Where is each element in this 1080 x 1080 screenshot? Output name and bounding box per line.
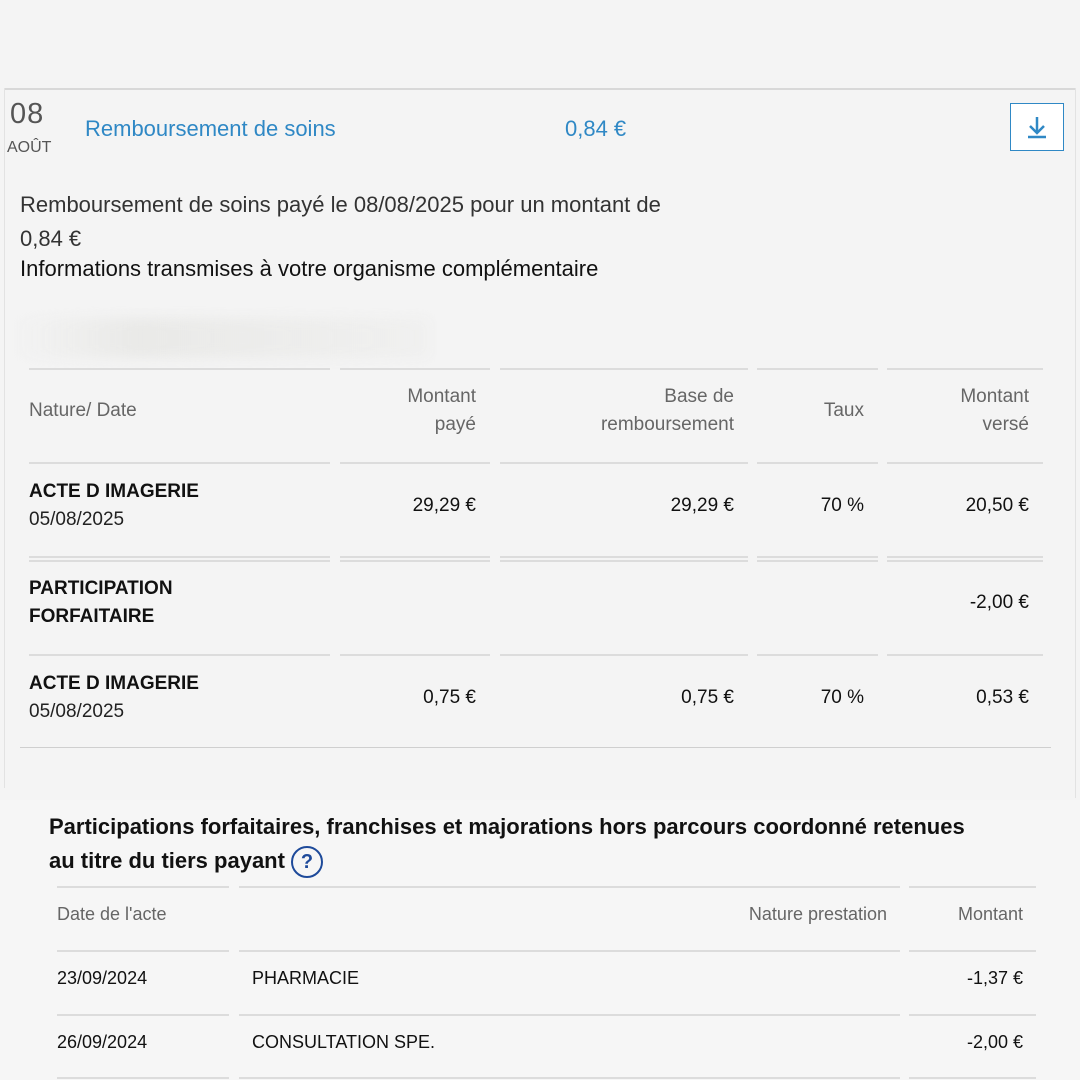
row-date: 05/08/2025	[29, 701, 125, 722]
header-montant: Montant	[957, 904, 1023, 924]
row-rule	[57, 1014, 229, 1016]
entry-amount: 0,84 €	[565, 116, 627, 141]
participations-title-line-1: Participations forfaitaires, franchises et majorations hors parcours coordonné retenues	[49, 814, 965, 839]
row-montant-paye: 0,75 €	[423, 687, 476, 708]
col-rule	[239, 886, 900, 888]
col-rule	[887, 368, 1043, 370]
row-date: 26/09/2024	[57, 1032, 148, 1052]
help-icon[interactable]: ?	[291, 846, 323, 878]
col-rule	[340, 368, 490, 370]
row-rule	[239, 1077, 900, 1079]
row-rule	[29, 654, 330, 656]
row-rule	[29, 560, 330, 562]
download-icon	[1025, 114, 1049, 140]
row-rule	[500, 654, 748, 656]
entry-month: AOÛT	[7, 139, 52, 156]
row-date: 05/08/2025	[29, 509, 125, 530]
row-rule	[29, 556, 330, 558]
col-rule	[57, 886, 229, 888]
card-left-border	[4, 88, 5, 788]
row-rule	[757, 462, 878, 464]
row-rule	[340, 560, 490, 562]
row-rule	[500, 462, 748, 464]
header-montant-paye-l2: payé	[434, 414, 476, 435]
row-nature-line-1: PARTICIPATION	[29, 578, 173, 599]
row-nature: ACTE D IMAGERIE	[29, 481, 199, 502]
row-nature: ACTE D IMAGERIE	[29, 673, 199, 694]
header-montant-verse-l2: versé	[982, 414, 1029, 435]
description-line-2: 0,84 €	[20, 226, 82, 251]
row-base: 0,75 €	[681, 687, 734, 708]
row-taux: 70 %	[820, 495, 864, 516]
row-rule	[340, 556, 490, 558]
row-montant-paye: 29,29 €	[412, 495, 476, 516]
participations-title	[49, 810, 1049, 878]
download-button[interactable]	[1010, 103, 1064, 151]
row-rule	[500, 560, 748, 562]
row-rule	[239, 950, 900, 952]
row-rule	[29, 462, 330, 464]
row-montant-verse: -2,00 €	[969, 592, 1029, 613]
row-nature: PHARMACIE	[252, 968, 360, 988]
header-base-l2: remboursement	[600, 414, 734, 435]
row-rule	[887, 462, 1043, 464]
entry-day: 08	[10, 98, 45, 130]
row-rule	[909, 1014, 1036, 1016]
row-rule	[887, 654, 1043, 656]
header-base	[500, 383, 734, 439]
participations-title-line-2-text: au titre du tiers payant	[49, 848, 285, 873]
row-montant: -1,37 €	[966, 968, 1023, 988]
row-nature: CONSULTATION SPE.	[252, 1032, 436, 1052]
row-base: 29,29 €	[670, 495, 734, 516]
header-montant-paye	[340, 383, 476, 439]
row-rule	[909, 1077, 1036, 1079]
row-montant-verse: 0,53 €	[976, 687, 1029, 708]
row-taux: 70 %	[820, 687, 864, 708]
card-right-border	[1075, 88, 1076, 798]
header-montant-verse-l1: Montant	[960, 386, 1029, 407]
row-rule	[887, 556, 1043, 558]
header-montant-paye-l1: Montant	[407, 386, 476, 407]
row-rule	[239, 1014, 900, 1016]
row-rule	[757, 654, 878, 656]
col-rule	[909, 886, 1036, 888]
participations-title-line-2	[49, 844, 1049, 878]
row-rule	[757, 556, 878, 558]
col-rule	[500, 368, 748, 370]
row-rule	[340, 654, 490, 656]
description-line-1: Remboursement de soins payé le 08/08/2025 pour un montant de	[20, 192, 661, 217]
blurred-area	[10, 318, 430, 358]
header-nature-prestation: Nature prestation	[748, 904, 887, 924]
row-rule	[57, 1077, 229, 1079]
row-nature-line-2: FORFAITAIRE	[29, 606, 155, 627]
row-rule	[887, 560, 1043, 562]
complementary-info: Informations transmises à votre organisme complémentaire	[20, 256, 599, 281]
card-top-border	[4, 88, 1076, 90]
row-date: 23/09/2024	[57, 968, 148, 988]
entry-title-link[interactable]: Remboursement de soins	[85, 116, 336, 141]
header-montant-verse	[887, 383, 1029, 439]
payment-description	[20, 188, 780, 256]
row-rule	[57, 950, 229, 952]
header-base-l1: Base de	[664, 386, 734, 407]
col-rule	[757, 368, 878, 370]
top-background	[0, 0, 1080, 88]
row-montant-verse: 20,50 €	[965, 495, 1029, 516]
row-montant: -2,00 €	[966, 1032, 1023, 1052]
row-rule	[500, 556, 748, 558]
row-rule	[340, 462, 490, 464]
row-rule	[909, 950, 1036, 952]
header-nature-date: Nature/ Date	[29, 400, 137, 421]
col-rule	[29, 368, 330, 370]
table-bottom-border	[20, 747, 1051, 748]
header-taux: Taux	[823, 400, 864, 421]
row-rule	[757, 560, 878, 562]
header-date-acte: Date de l'acte	[57, 904, 167, 924]
